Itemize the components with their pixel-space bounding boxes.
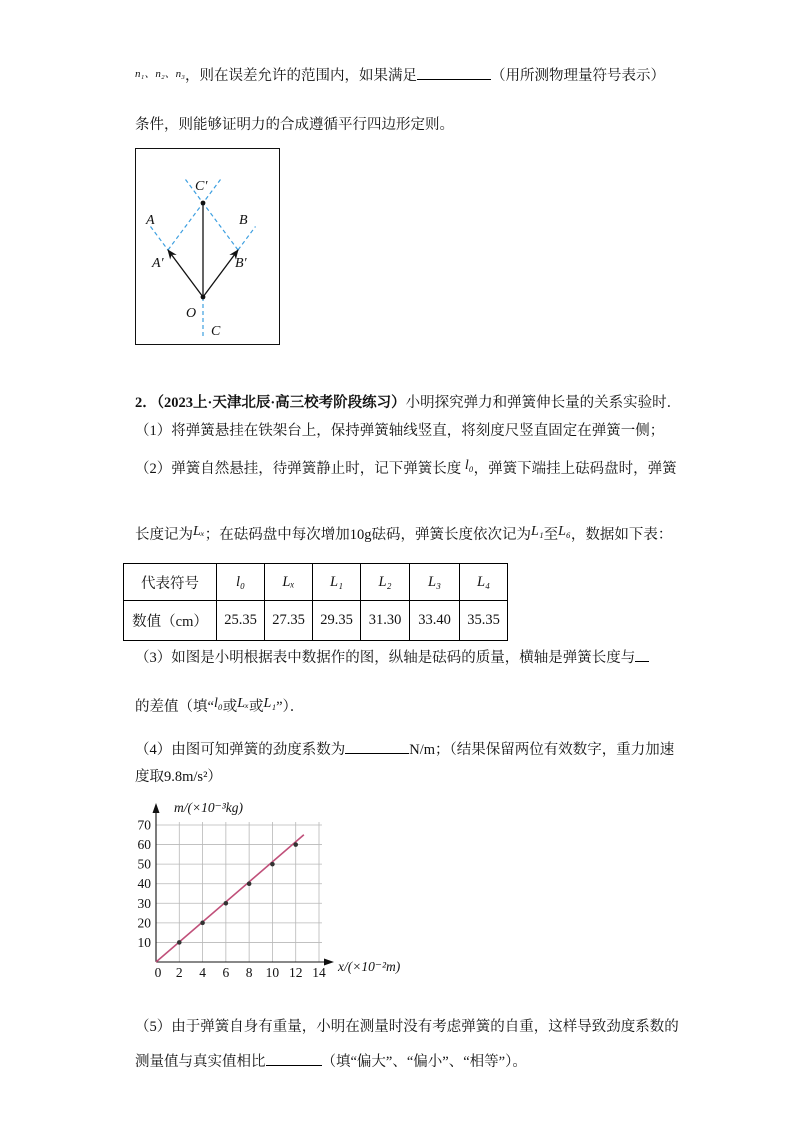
step-2-text-b: ，弹簧下端挂上砝码盘时，弹簧 bbox=[473, 461, 677, 477]
step-3-cont-or-2: 或 bbox=[248, 699, 264, 715]
step-5-cont-text-a: 测量值与真实值相比 bbox=[135, 1054, 266, 1070]
table-header-cell: L₄ bbox=[460, 564, 508, 601]
answer-blank bbox=[417, 64, 491, 80]
symbol-l0: l₀ bbox=[464, 458, 474, 473]
x-tick-label: 2 bbox=[175, 965, 183, 980]
dashed-line-oa-extension bbox=[151, 227, 169, 251]
data-point bbox=[270, 862, 275, 867]
y-tick-label: 50 bbox=[137, 856, 151, 872]
answer-blank bbox=[345, 738, 409, 754]
question-source: （2023上·天津北辰·高三校考阶段练习） bbox=[156, 395, 406, 411]
table-row bbox=[124, 601, 508, 641]
point-c-prime bbox=[201, 201, 206, 206]
step-4-text-b: N/m；（结果保留两位有效数字，重力加速 bbox=[409, 742, 675, 758]
label-c-prime: C′ bbox=[195, 179, 208, 194]
x-axis-label: x/(×10⁻²m) bbox=[338, 959, 401, 974]
table-header-cell: Lₓ bbox=[265, 564, 313, 601]
q2-heading bbox=[135, 393, 681, 413]
y-tick-label: 40 bbox=[137, 876, 151, 892]
x-tick-label: 0 bbox=[154, 965, 162, 980]
question-number: 2． bbox=[135, 395, 157, 411]
y-tick-label: 60 bbox=[137, 837, 151, 853]
table-cell: 33.40 bbox=[410, 601, 460, 641]
q2-step-5-continued bbox=[135, 1050, 527, 1072]
table-header-cell: L₂ bbox=[361, 564, 410, 601]
spring-length-table bbox=[123, 563, 508, 641]
y-tick-label: 20 bbox=[137, 915, 151, 931]
table-cell: 29.35 bbox=[313, 601, 361, 641]
table-cell: 数值（cm） bbox=[124, 601, 217, 641]
question-stem: 小明探究弹力和弹簧伸长量的关系实验时． bbox=[405, 395, 682, 411]
symbol-l1: L₁ bbox=[263, 696, 277, 711]
q2-step-5: （5）由于弹簧自身有重量，小明在测量时没有考虑弹簧的自重，这样导致劲度系数的 bbox=[135, 1019, 679, 1035]
symbol-l1: L₁ bbox=[531, 524, 544, 539]
symbol-l6: L₆ bbox=[558, 524, 571, 539]
figure-frame bbox=[136, 149, 280, 345]
q1-conclusion-line: 条件，则能够证明力的合成遵循平行四边形定则。 bbox=[135, 117, 454, 133]
mass-vs-extension-chart bbox=[120, 795, 430, 990]
data-point bbox=[247, 881, 252, 886]
y-tick-label: 30 bbox=[137, 895, 151, 911]
step-3-cont-text-a: 的差值（填“ bbox=[135, 699, 214, 715]
q1-text-b: （用所测物理量符号表示） bbox=[490, 68, 665, 84]
step-2-text-a: （2）弹簧自然悬挂，待弹簧静止时，记下弹簧长度 bbox=[135, 461, 462, 477]
x-tick-label: 10 bbox=[265, 965, 280, 980]
step-3-text: （3）如图是小明根据表中数据作的图，纵轴是砝码的质量，横轴是弹簧长度与 bbox=[135, 650, 636, 666]
table-header-row bbox=[124, 564, 508, 601]
x-tick-label: 6 bbox=[222, 965, 230, 980]
y-tick-label: 70 bbox=[137, 817, 151, 833]
step-2-cont-text-a: 长度记为 bbox=[135, 527, 193, 543]
x-tick-label: 4 bbox=[199, 965, 206, 980]
answer-blank bbox=[266, 1050, 322, 1066]
step-2-cont-text-d: ，数据如下表： bbox=[570, 527, 673, 543]
q1-text-a: ，则在误差允许的范围内，如果满足 bbox=[184, 68, 417, 84]
q2-step-2 bbox=[135, 459, 677, 480]
label-c: C bbox=[211, 324, 221, 339]
q2-step-3 bbox=[135, 646, 649, 668]
label-b-prime: B′ bbox=[235, 256, 247, 271]
table-header-cell: L₃ bbox=[410, 564, 460, 601]
step-2-cont-text-c: 至 bbox=[543, 527, 559, 543]
data-point bbox=[200, 921, 205, 926]
step-4-text-a: （4）由图可知弹簧的劲度系数为 bbox=[135, 742, 346, 758]
table-header-cell: L₁ bbox=[313, 564, 361, 601]
x-tick-label: 14 bbox=[312, 965, 326, 980]
symbol-lx: Lₓ bbox=[237, 696, 249, 711]
point-o bbox=[201, 295, 206, 300]
table-cell: 25.35 bbox=[217, 601, 265, 641]
q2-step-3-continued bbox=[135, 697, 304, 718]
q1-condition-line bbox=[135, 64, 665, 87]
y-tick-label: 10 bbox=[137, 934, 151, 950]
step-2-cont-text-b: ；在砝码盘中每次增加10g砝码，弹簧长度依次记为 bbox=[204, 527, 532, 543]
force-arrow-ob-prime bbox=[203, 250, 238, 297]
data-point bbox=[293, 842, 298, 847]
q2-step-4-continued: 度取9.8m/s²） bbox=[135, 769, 222, 785]
q2-step-4 bbox=[135, 738, 674, 760]
symbol-lx: Lₓ bbox=[193, 524, 205, 539]
parallelogram-force-diagram bbox=[135, 148, 280, 345]
x-tick-label: 12 bbox=[288, 965, 303, 980]
table-cell: 35.35 bbox=[460, 601, 508, 641]
step-3-cont-text-b: ”）． bbox=[276, 699, 305, 715]
label-a-prime: A′ bbox=[152, 256, 164, 271]
label-o: O bbox=[186, 306, 197, 321]
data-point bbox=[177, 940, 182, 945]
table-cell: 27.35 bbox=[265, 601, 313, 641]
q2-step-1: （1）将弹簧悬挂在铁架台上，保持弹簧轴线竖直，将刻度尺竖直固定在弹簧一侧； bbox=[135, 423, 665, 439]
symbol-l0: l₀ bbox=[213, 696, 223, 711]
label-a: A bbox=[146, 213, 155, 228]
answer-blank bbox=[635, 646, 649, 662]
force-readings: n₁、n₂、n₃ bbox=[135, 68, 185, 80]
label-b: B bbox=[239, 213, 248, 228]
table-header-cell: l₀ bbox=[217, 564, 265, 601]
y-axis-arrow-icon bbox=[153, 803, 160, 813]
table-header-cell: 代表符号 bbox=[124, 564, 217, 601]
dashed-line-ob-extension bbox=[238, 227, 256, 251]
step-3-cont-or-1: 或 bbox=[222, 699, 238, 715]
table-cell: 31.30 bbox=[361, 601, 410, 641]
x-tick-label: 8 bbox=[245, 965, 253, 980]
force-arrow-oa-prime bbox=[168, 250, 203, 297]
step-5-cont-text-b: （填“偏大”、“偏小”、“相等”）。 bbox=[321, 1054, 527, 1070]
dashed-line-b-prime-c-prime bbox=[186, 180, 239, 251]
y-axis-label: m/(×10⁻³kg) bbox=[174, 800, 244, 815]
q2-step-2-continued bbox=[135, 525, 672, 546]
data-point bbox=[224, 901, 229, 906]
